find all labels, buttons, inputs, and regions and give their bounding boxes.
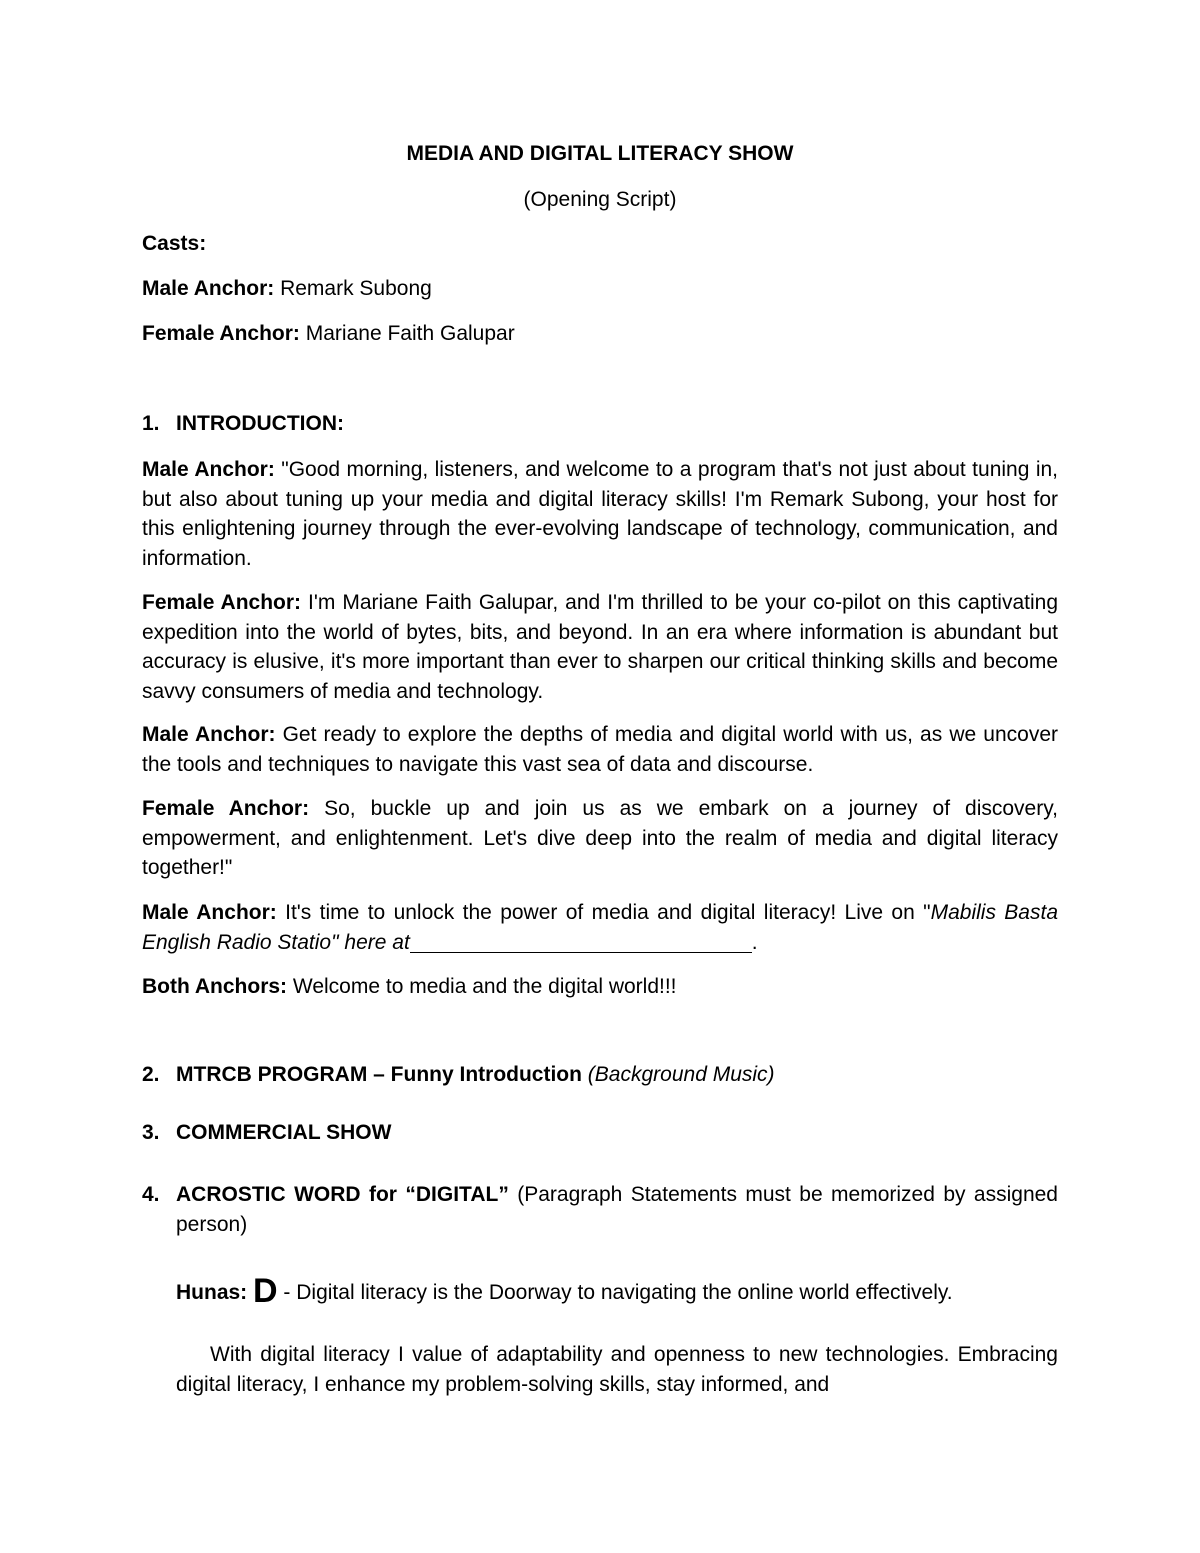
dialogue-4: Female Anchor: So, buckle up and join us as we embark on a journey of discovery, empowerment, and enlightenment. Let's dive deep into the realm of media and digital literacy together!" [142,797,1059,879]
cast-female-name: Mariane Faith Galupar [299,322,515,345]
dialogue-3: Male Anchor: Get ready to explore the depths of media and digital world with us, as we uncover the tools and techniques to navigate this vast sea of data and discourse. [142,723,1058,776]
cast-female [142,322,515,346]
section-acrostic-heading: 4. ACROSTIC WORD for “DIGITAL” (Paragraph Statements must be memorized by assigned person) [142,1183,1058,1236]
station-name: Mabilis Basta English Radio Statio [142,901,1059,954]
casts-heading: Casts: [142,232,207,255]
acrostic-line-d: Hunas: D - Digital literacy is the Doorway to navigating the online world effectively. [176,1272,953,1310]
acrostic-letter: D [253,1272,278,1310]
document-subtitle: (Opening Script) [523,188,677,211]
dialogue-2: Female Anchor: I'm Mariane Faith Galupar, and I'm thrilled to be your co-pilot on this captivating expedition into the world of bytes, bits, and beyond. In an era where information is abundant but accuracy is elusive, it's more important than ever to sharpen our critical thinking skills and become savvy consumers of media and technology. [142,591,1058,703]
section-introduction-heading: 1. INTRODUCTION: [142,412,344,435]
section-commercial-heading: 3. COMMERCIAL SHOW [142,1121,392,1144]
cast-male-label: Male Anchor: [142,277,275,300]
document-title: MEDIA AND DIGITAL LITERACY SHOW [406,142,794,165]
dialogue-both: Both Anchors: Welcome to media and the digital world!!! [142,975,677,998]
dialogue-live: Male Anchor: It's time to unlock the power of media and digital literacy! Live on "Mabilis Basta English Radio Statio" here at . [142,901,1059,954]
dialogue-1: Male Anchor: "Good morning, listeners, and welcome to a program that's not just about tuning in, but also about tuning up your media and digital literacy skills! I'm Remark Subong, your host for this enlightening journey through the ever-evolving landscape of technology, communication, and information. [142,458,1058,570]
fill-in-blank [410,930,752,953]
cast-male-name: Remark Subong [274,277,432,300]
cast-male [142,277,432,301]
section-mtrcb-heading: 2. MTRCB PROGRAM – Funny Introduction (Background Music) [142,1063,775,1086]
cast-female-label: Female Anchor: [142,322,300,345]
acrostic-paragraph: With digital literacy I value of adaptability and openness to new technologies. Embracing digital literacy, I enhance my problem-solving skills, stay informed, and [176,1343,1058,1396]
